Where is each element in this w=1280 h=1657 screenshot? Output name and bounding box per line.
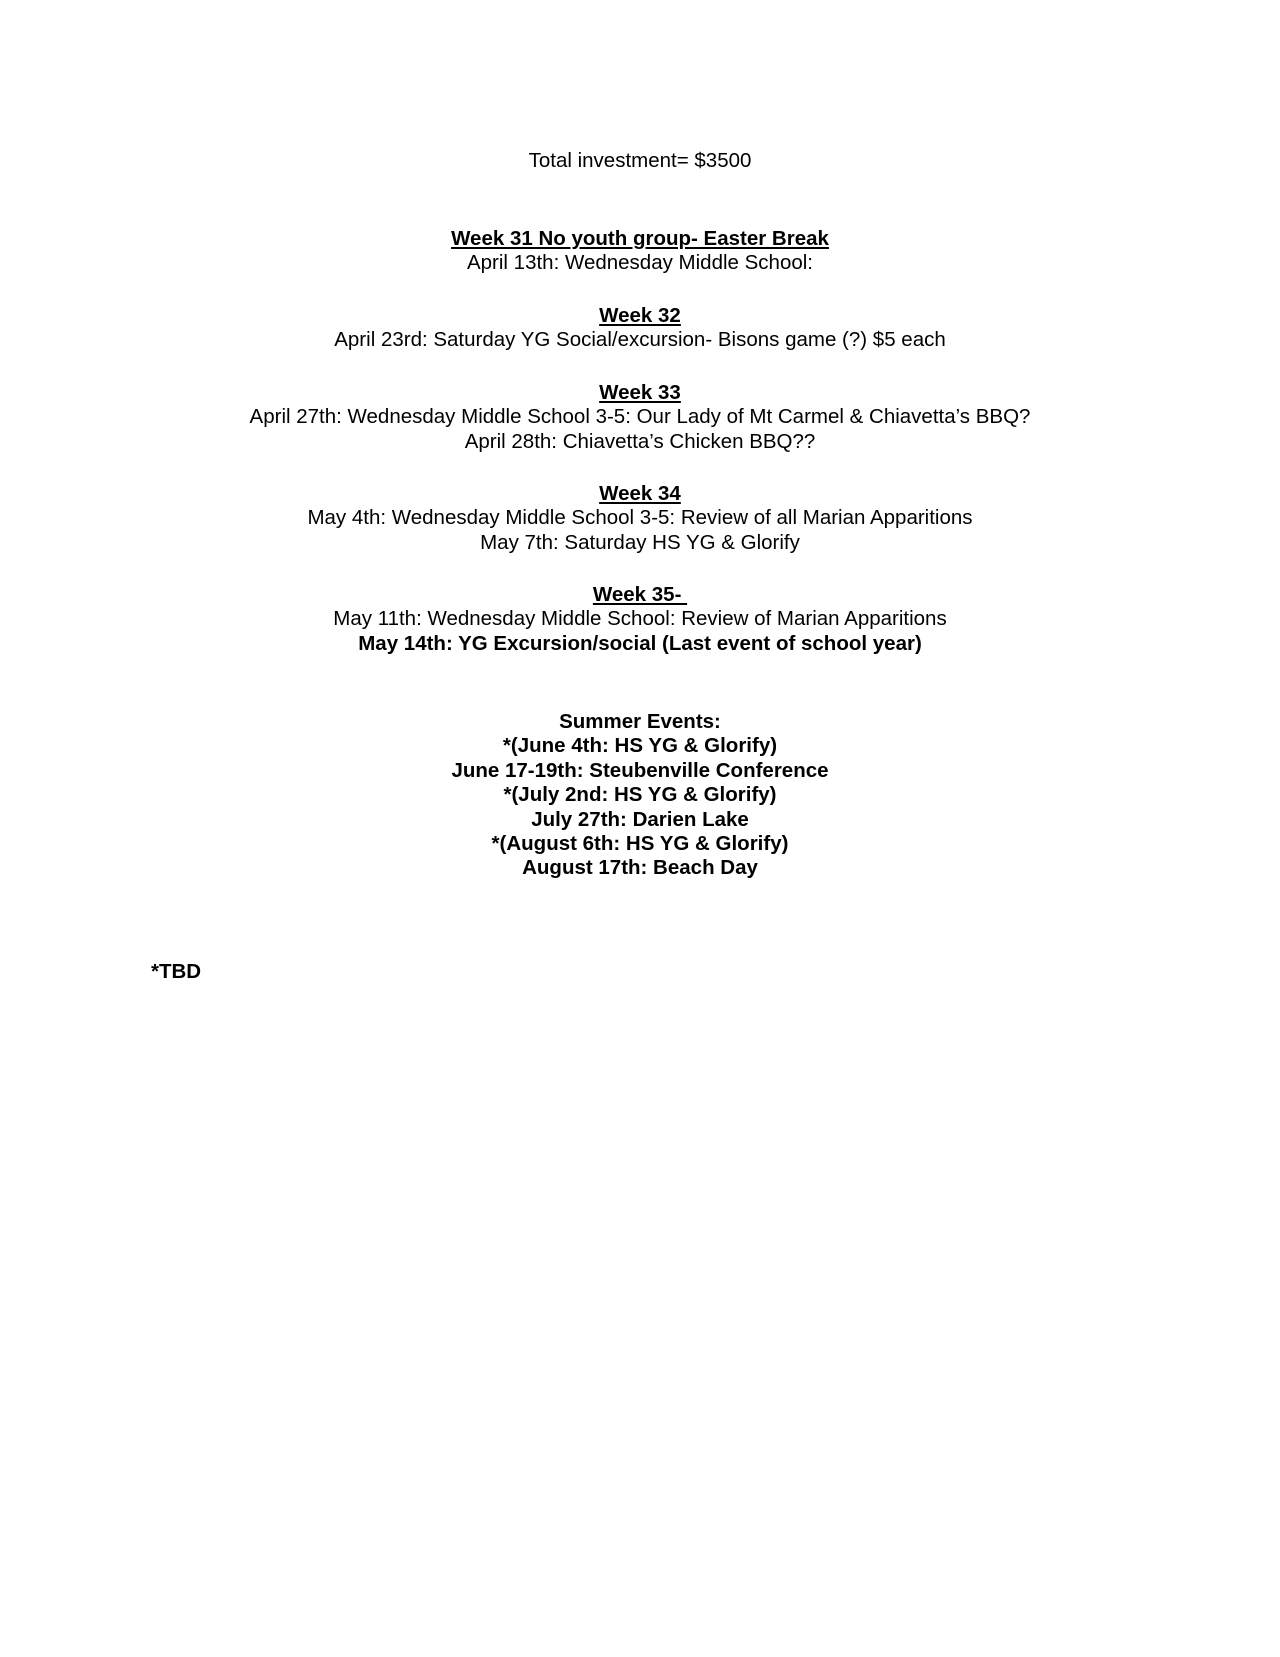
- week-item: April 23rd: Saturday YG Social/excursion- Bisons game (?) $5 each: [334, 328, 946, 352]
- summer-heading: Summer Events:: [559, 710, 721, 733]
- week-heading: Week 31 No youth group- Easter Break: [451, 227, 829, 250]
- summer-item: August 17th: Beach Day: [522, 856, 758, 880]
- summer-events-section: [0, 710, 1280, 881]
- week-31-section: [0, 227, 1280, 276]
- week-item: April 27th: Wednesday Middle School 3-5: Our Lady of Mt Carmel & Chiavetta’s BBQ?: [249, 405, 1031, 429]
- summer-item: July 27th: Darien Lake: [531, 807, 749, 831]
- week-33-section: [0, 381, 1280, 454]
- week-item: May 7th: Saturday HS YG & Glorify: [480, 530, 800, 554]
- week-32-section: [0, 304, 1280, 353]
- week-item: May 4th: Wednesday Middle School 3-5: Review of all Marian Apparitions: [307, 506, 973, 530]
- tbd-footnote: *TBD: [151, 960, 202, 983]
- week-item: May 11th: Wednesday Middle School: Review of Marian Apparitions: [333, 607, 947, 631]
- week-item: April 13th: Wednesday Middle School:: [466, 251, 814, 275]
- summer-item: *(August 6th: HS YG & Glorify): [491, 832, 789, 856]
- week-35-section: [0, 583, 1280, 656]
- week-heading: Week 35-: [592, 583, 688, 606]
- week-heading: Week 33: [599, 381, 681, 404]
- week-34-section: [0, 482, 1280, 555]
- investment-line: [0, 149, 1280, 173]
- total-investment: Total investment= $3500: [528, 149, 752, 172]
- summer-item: June 17-19th: Steubenville Conference: [451, 758, 829, 782]
- summer-item: *(June 4th: HS YG & Glorify): [502, 734, 778, 758]
- week-heading: Week 34: [599, 482, 681, 505]
- summer-item: *(July 2nd: HS YG & Glorify): [503, 783, 777, 807]
- week-heading: Week 32: [599, 304, 681, 327]
- week-item: May 14th: YG Excursion/social (Last event of school year): [358, 631, 922, 655]
- week-item: April 28th: Chiavetta’s Chicken BBQ??: [464, 429, 816, 453]
